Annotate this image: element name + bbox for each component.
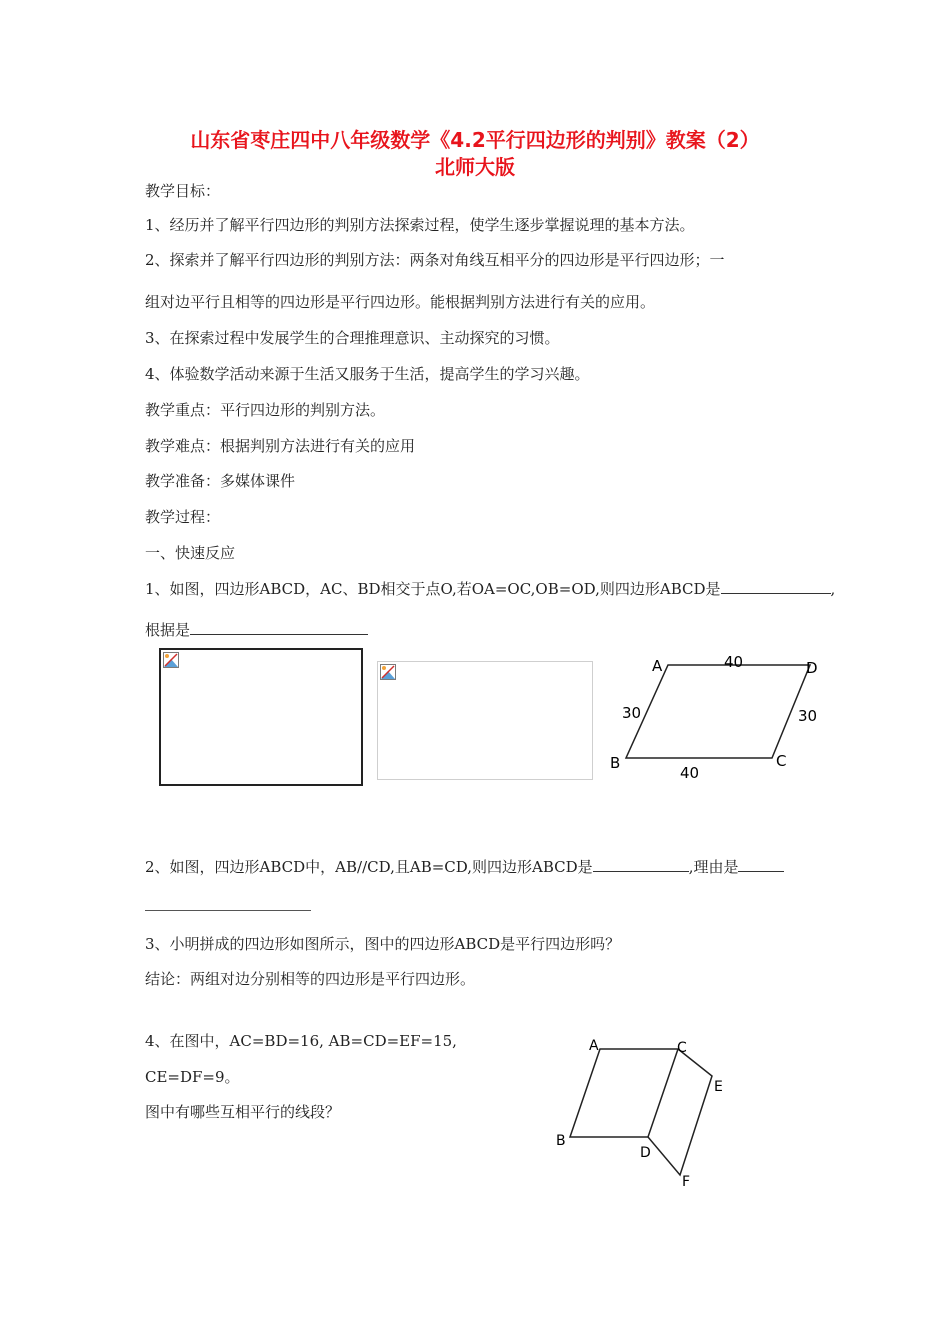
question-2-text: 2、如图，四边形ABCD中，AB//CD,且AB=CD,则四边形ABCD是 xyxy=(145,858,593,876)
question-3: 3、小明拼成的四边形如图所示，图中的四边形ABCD是平行四边形吗？ xyxy=(145,935,621,953)
objectives-heading: 教学目标： xyxy=(145,182,221,200)
objective-1: 1、经历并了解平行四边形的判别方法探索过程，使学生逐步掌握说理的基本方法。 xyxy=(145,216,695,234)
section-1-heading: 一、快速反应 xyxy=(145,544,236,562)
question-4-line-2: CE=DF=9。 xyxy=(145,1068,240,1086)
preparation: 教学准备：多媒体课件 xyxy=(145,472,296,490)
question-1-basis-label: 根据是 xyxy=(145,621,191,639)
broken-image-icon xyxy=(380,664,396,680)
difficulty: 教学难点：根据判别方法进行有关的应用 xyxy=(145,437,416,455)
side-label-top: 40 xyxy=(724,653,744,671)
parallelogram-abdc xyxy=(570,1049,678,1137)
conclusion: 结论：两组对边分别相等的四边形是平行四边形。 xyxy=(145,970,476,988)
question-1-end: , xyxy=(830,580,836,598)
vertex-label-a: A xyxy=(652,657,663,675)
question-1-basis-blank xyxy=(190,620,368,635)
question-2-reason-blank-continued xyxy=(145,910,311,911)
side-label-bottom: 40 xyxy=(680,764,700,782)
vertex-label-e: E xyxy=(714,1079,723,1095)
side-label-left: 30 xyxy=(622,704,642,722)
vertex-label-f: F xyxy=(682,1174,691,1190)
broken-image-icon xyxy=(163,652,179,668)
side-label-right: 30 xyxy=(798,707,818,725)
question-4-line-1: 4、在图中，AC=BD=16, AB=CD=EF=15, xyxy=(145,1032,457,1050)
document-title-line-1: 山东省枣庄四中八年级数学《4.2平行四边形的判别》教案（2） xyxy=(190,128,760,152)
objective-3: 3、在探索过程中发展学生的合理推理意识、主动探究的习惯。 xyxy=(145,329,560,347)
vertex-label-c: C xyxy=(776,752,787,770)
question-2-reason-label: ,理由是 xyxy=(688,858,739,876)
question-1-basis xyxy=(145,619,368,640)
parallelogram-figure-1 xyxy=(600,640,840,790)
question-1 xyxy=(145,578,835,599)
vertex-label-b: B xyxy=(556,1133,566,1149)
process-heading: 教学过程： xyxy=(145,508,221,526)
objective-2-line-2: 组对边平行且相等的四边形是平行四边形。能根据判别方法进行有关的应用。 xyxy=(145,293,656,311)
question-4-line-3: 图中有哪些互相平行的线段？ xyxy=(145,1103,341,1121)
parallelogram-cefd xyxy=(648,1049,712,1175)
vertex-label-b: B xyxy=(610,754,621,772)
question-2-blank xyxy=(593,857,689,872)
question-2 xyxy=(145,856,784,877)
vertex-label-d: D xyxy=(640,1145,651,1161)
parallelogram-figure-2 xyxy=(545,1030,745,1195)
vertex-label-a: A xyxy=(589,1038,599,1054)
document-title-line-2: 北师大版 xyxy=(435,155,515,179)
vertex-label-d: D xyxy=(806,659,818,677)
key-point: 教学重点：平行四边形的判别方法。 xyxy=(145,401,386,419)
parallelogram-shape xyxy=(626,665,810,758)
objective-4: 4、体验数学活动来源于生活又服务于生活，提高学生的学习兴趣。 xyxy=(145,365,590,383)
question-1-text: 1、如图，四边形ABCD，AC、BD相交于点O,若OA=OC,OB=OD,则四边形ABCD是 xyxy=(145,580,721,598)
question-1-blank xyxy=(721,579,831,594)
vertex-label-c: C xyxy=(677,1040,687,1056)
image-placeholder-1 xyxy=(159,648,363,786)
question-2-reason-blank xyxy=(738,857,784,872)
objective-2-line-1: 2、探索并了解平行四边形的判别方法：两条对角线互相平分的四边形是平行四边形；一 xyxy=(145,251,725,269)
image-placeholder-2 xyxy=(377,661,593,780)
